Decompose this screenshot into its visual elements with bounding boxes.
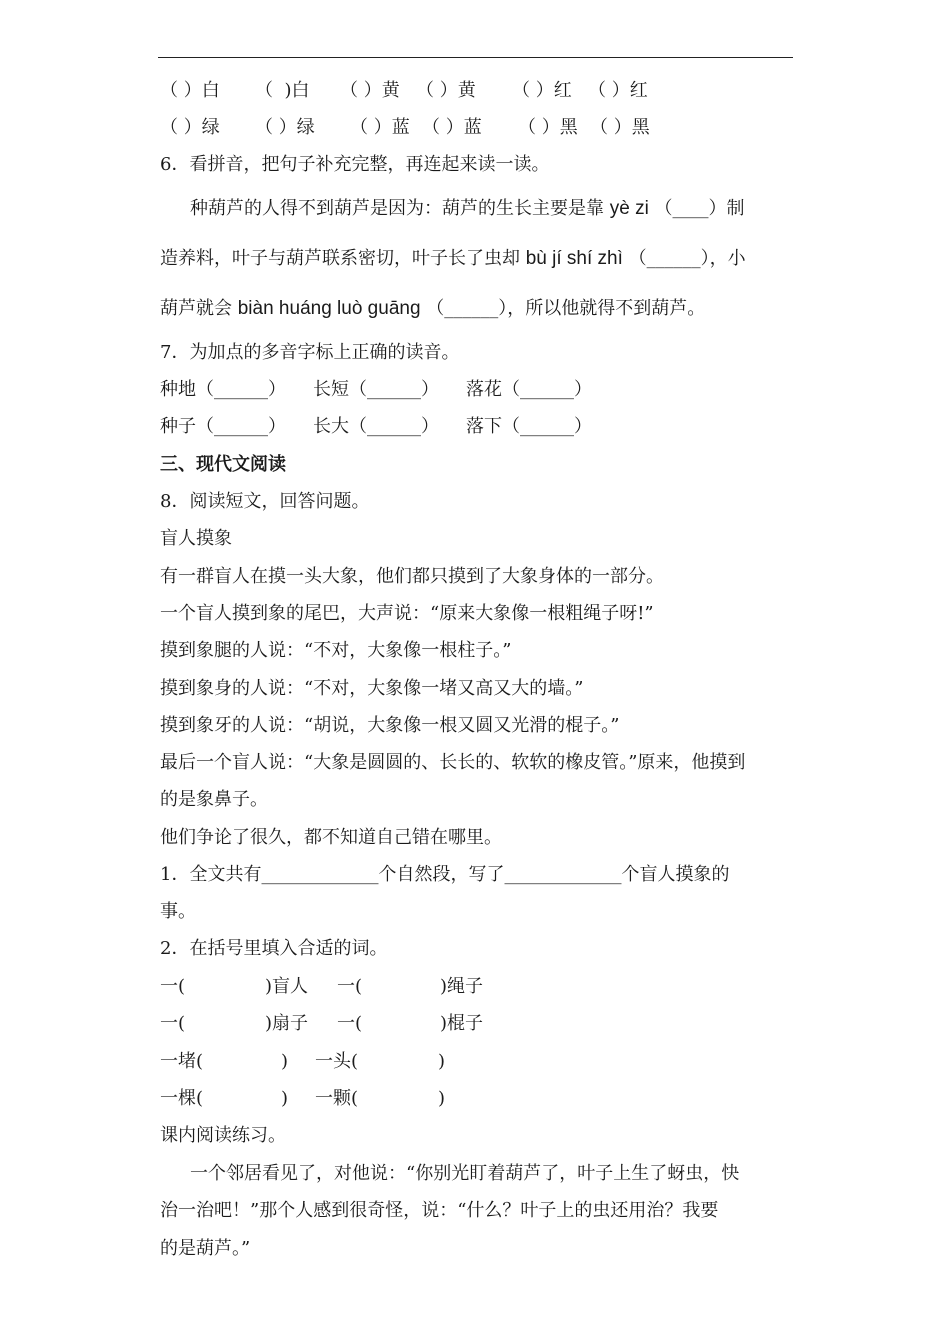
story-title: 盲人摸象: [160, 528, 232, 549]
pair-item: （ ）绿: [255, 117, 315, 138]
pair-item: （ ）黄: [340, 80, 400, 101]
fill-right-close: ): [438, 1088, 446, 1109]
classwork-paragraph-cont: 的是葫芦。”: [160, 1238, 251, 1259]
story-paragraph: 他们争论了很久，都不知道自己错在哪里。: [160, 827, 502, 848]
sub-question-2: 2．在括号里填入合适的词。: [160, 938, 388, 959]
story-paragraph: 摸到象腿的人说：“不对，大象像一根柱子。”: [160, 640, 512, 661]
fill-left-open: 一(: [160, 1013, 186, 1034]
story-paragraph: 摸到象牙的人说：“胡说，大象像一根又圆又光滑的棍子。”: [160, 715, 620, 736]
story-paragraph: 摸到象身的人说：“不对，大象像一堵又高又大的墙。”: [160, 678, 584, 699]
fill-right-close: )绳子: [440, 976, 484, 997]
story-paragraph: 有一群盲人在摸一头大象，他们都只摸到了大象身体的一部分。: [160, 566, 664, 587]
sub-question-1: 1．全文共有_____________个自然段，写了_____________个盲人摸象的: [160, 864, 730, 885]
classwork-heading: 课内阅读练习。: [160, 1125, 286, 1146]
sub-question-1-cont: 事。: [160, 901, 196, 922]
fill-left-open: 一棵(: [160, 1088, 204, 1109]
pinyin-bian-huang-luo-guang: biàn huáng luò guāng: [237, 298, 421, 319]
answer-blank: （______），所以他就得不到葫芦。: [420, 298, 706, 319]
story-paragraph-cont: 的是象鼻子。: [160, 789, 268, 810]
fill-left-close: ): [281, 1051, 289, 1072]
fill-right-close: ): [438, 1051, 446, 1072]
pair-item: （ ）黑: [590, 117, 650, 138]
fill-left-open: 一(: [160, 976, 186, 997]
q8-title: 8．阅读短文，回答问题。: [160, 491, 370, 512]
polyphone-item: 种地（______）: [160, 379, 286, 400]
classwork-paragraph-cont: 治一治吧！”那个人感到很奇怪，说：“什么？叶子上的虫还用治？我要: [160, 1200, 719, 1221]
polyphone-item: 长大（______）: [313, 416, 439, 437]
q6-text: 种葫芦的人得不到葫芦是因为：葫芦的生长主要是靠: [190, 198, 610, 219]
q6-sentence-line-1: [190, 197, 745, 221]
q6-title: 6．看拼音，把句子补充完整，再连起来读一读。: [160, 154, 550, 175]
answer-blank: （____）制: [648, 198, 745, 219]
pair-item: （ ）黄: [416, 80, 476, 101]
polyphone-item: 落下（______）: [466, 416, 592, 437]
polyphone-item: 长短（______）: [313, 379, 439, 400]
story-paragraph: 最后一个盲人说：“大象是圆圆的、长长的、软软的橡皮管。”原来，他摸到: [160, 752, 746, 773]
fill-left-open: 一堵(: [160, 1051, 204, 1072]
polyphone-item: 种子（______）: [160, 416, 286, 437]
header-rule: [158, 57, 793, 58]
pair-item: （ ）红: [588, 80, 648, 101]
pair-item: （ ）红: [512, 80, 572, 101]
q6-sentence-line-2: [160, 247, 746, 271]
fill-left-close: )盲人: [265, 976, 309, 997]
q6-sentence-line-3: [160, 297, 705, 321]
fill-right-open: 一头(: [315, 1051, 359, 1072]
pair-item: （ ）蓝: [422, 117, 482, 138]
fill-right-open: 一(: [337, 976, 363, 997]
pair-item: （ ）黑: [518, 117, 578, 138]
q6-text: 葫芦就会: [160, 298, 238, 319]
polyphone-item: 落花（______）: [466, 379, 592, 400]
pair-item: （ ）蓝: [350, 117, 410, 138]
classwork-paragraph: 一个邻居看见了，对他说：“你别光盯着葫芦了，叶子上生了蚜虫，快: [190, 1163, 740, 1184]
story-paragraph: 一个盲人摸到象的尾巴，大声说：“原来大象像一根粗绳子呀!”: [160, 603, 654, 624]
fill-right-open: 一颗(: [315, 1088, 359, 1109]
fill-left-close: )扇子: [265, 1013, 309, 1034]
section-heading: 三、现代文阅读: [160, 454, 286, 475]
pair-item: （ ）绿: [160, 117, 220, 138]
fill-right-close: )棍子: [440, 1013, 484, 1034]
pair-item: （ ）白: [160, 80, 220, 101]
fill-right-open: 一(: [337, 1013, 363, 1034]
pair-item: （ )白: [255, 80, 310, 101]
fill-left-close: ): [281, 1088, 289, 1109]
pinyin-bu-ji-shi-zhi: bù jí shí zhì: [525, 248, 623, 269]
pinyin-ye-zi: yè zi: [609, 198, 649, 219]
q6-text: 造养料，叶子与葫芦联系密切，叶子长了虫却: [160, 248, 526, 269]
answer-blank: （______），小: [622, 248, 746, 269]
q7-title: 7．为加点的多音字标上正确的读音。: [160, 342, 460, 363]
